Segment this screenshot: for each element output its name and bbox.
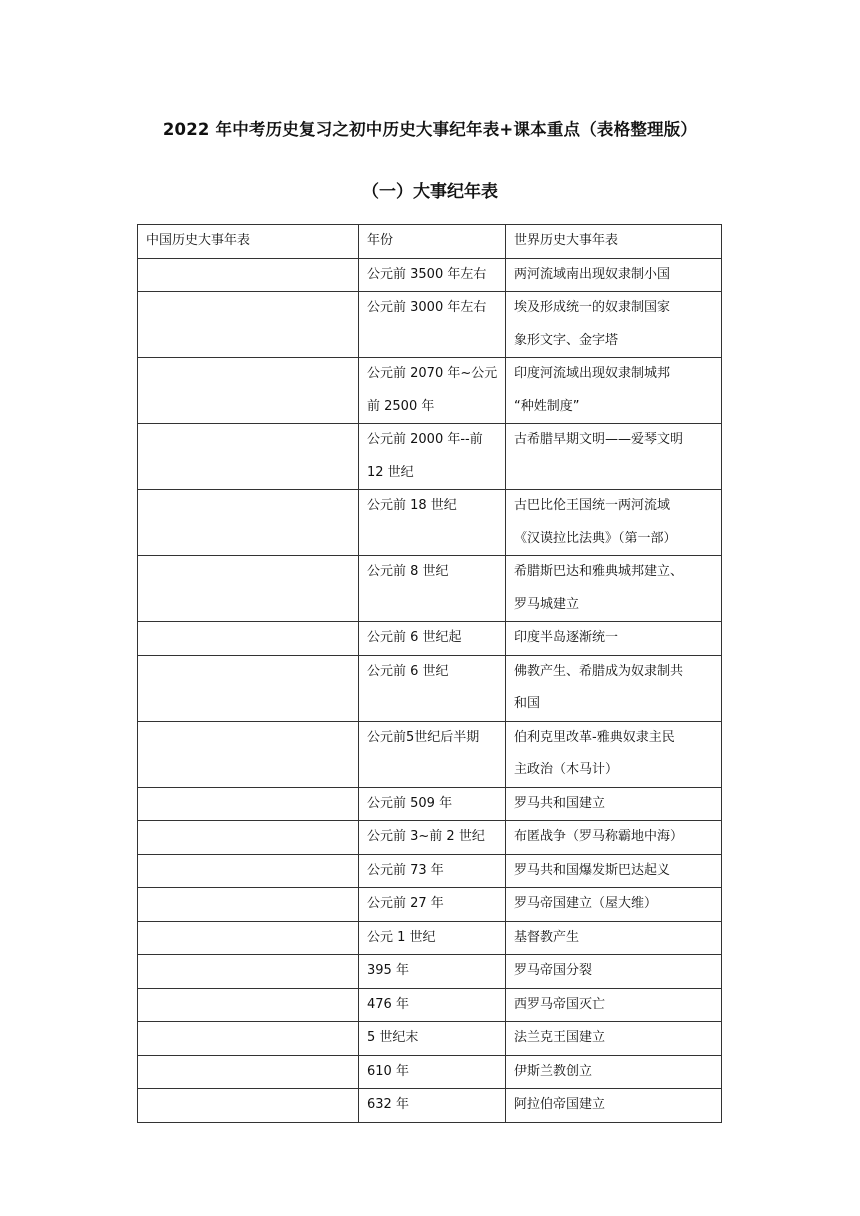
cell-world-event-line: 主政治（木马计） — [514, 762, 619, 777]
cell-world-event-line: 印度半岛逐渐统一 — [514, 630, 619, 645]
cell-year — [359, 821, 506, 855]
cell-year — [359, 258, 506, 292]
table-row — [138, 1022, 722, 1056]
cell-year — [359, 424, 506, 490]
cell-year — [359, 955, 506, 989]
cell-china-event — [138, 358, 359, 424]
cell-world-event — [506, 490, 722, 556]
cell-world-event-line: 法兰克王国建立 — [514, 1030, 606, 1045]
cell-china-event — [138, 556, 359, 622]
cell-world-event-line: 伊斯兰教创立 — [514, 1063, 593, 1079]
cell-year-line: 公元前 509 年 — [367, 795, 453, 811]
cell-year — [359, 1089, 506, 1123]
cell-year-line: 5 世纪末 — [367, 1030, 419, 1045]
table-row — [138, 490, 722, 556]
cell-world-event-line: “种姓制度” — [514, 398, 580, 414]
cell-china-event — [138, 292, 359, 358]
cell-world-event — [506, 721, 722, 787]
cell-world-event-line: 阿拉伯帝国建立 — [514, 1097, 606, 1112]
cell-year-line: 公元前 2000 年--前 — [367, 432, 483, 447]
cell-china-event — [138, 955, 359, 989]
cell-year-line: 476 年 — [367, 996, 409, 1012]
table-row — [138, 1089, 722, 1123]
cell-world-event — [506, 888, 722, 922]
cell-world-event — [506, 655, 722, 721]
cell-world-event-line: 古希腊早期文明——爱琴文明 — [514, 432, 684, 447]
cell-world-event — [506, 424, 722, 490]
cell-china-event — [138, 622, 359, 656]
cell-world-event-line: 古巴比伦王国统一两河流域 — [514, 498, 671, 513]
table-row — [138, 622, 722, 656]
cell-world-event-line: 罗马城建立 — [514, 596, 580, 612]
cell-china-event — [138, 1089, 359, 1123]
cell-china-event — [138, 1055, 359, 1089]
table-row — [138, 292, 722, 358]
cell-world-event — [506, 854, 722, 888]
cell-world-event-line: 两河流域南出现奴隶制小国 — [514, 266, 671, 282]
cell-world-event-line: 伯利克里改革-雅典奴隶主民 — [514, 729, 675, 745]
cell-world-event-line: 基督教产生 — [514, 929, 580, 945]
cell-year — [359, 854, 506, 888]
cell-china-event — [138, 490, 359, 556]
cell-year — [359, 888, 506, 922]
cell-year — [359, 1022, 506, 1056]
cell-world-event-line: 西罗马帝国灭亡 — [514, 996, 606, 1012]
header-china-events: 中国历史大事年表 — [138, 225, 359, 259]
cell-world-event — [506, 821, 722, 855]
cell-year-line: 395 年 — [367, 963, 409, 978]
cell-year — [359, 622, 506, 656]
table-row — [138, 787, 722, 821]
table-row — [138, 655, 722, 721]
cell-year-line: 公元前 27 年 — [367, 896, 444, 911]
cell-world-event-line: 罗马帝国建立（屋大维） — [514, 896, 658, 911]
cell-china-event — [138, 424, 359, 490]
cell-china-event — [138, 988, 359, 1022]
cell-world-event-line: 和国 — [514, 696, 541, 711]
cell-year-line: 公元前5世纪后半期 — [367, 729, 480, 745]
cell-world-event-line: 《汉谟拉比法典》（第一部） — [514, 530, 677, 546]
cell-world-event-line: 罗马共和国建立 — [514, 795, 606, 811]
cell-year-line: 公元前 6 世纪起 — [367, 630, 462, 645]
table-row — [138, 358, 722, 424]
cell-world-event-line: 罗马帝国分裂 — [514, 963, 593, 978]
cell-world-event-line: 布匿战争（罗马称霸地中海） — [514, 829, 684, 844]
cell-world-event — [506, 1089, 722, 1123]
cell-world-event — [506, 622, 722, 656]
cell-china-event — [138, 1022, 359, 1056]
cell-world-event — [506, 1055, 722, 1089]
cell-china-event — [138, 655, 359, 721]
table-row — [138, 556, 722, 622]
cell-world-event — [506, 292, 722, 358]
cell-world-event — [506, 988, 722, 1022]
table-row — [138, 888, 722, 922]
cell-world-event — [506, 258, 722, 292]
cell-year — [359, 721, 506, 787]
cell-year-line: 公元前 3~前 2 世纪 — [367, 829, 485, 844]
cell-china-event — [138, 721, 359, 787]
cell-year — [359, 1055, 506, 1089]
cell-year — [359, 292, 506, 358]
cell-year — [359, 556, 506, 622]
cell-world-event-line: 象形文字、金字塔 — [514, 332, 619, 348]
events-table — [137, 224, 722, 1123]
document-title: 2022 年中考历史复习之初中历史大事纪年表+课本重点（表格整理版） — [162, 120, 698, 139]
cell-world-event — [506, 556, 722, 622]
cell-china-event — [138, 258, 359, 292]
table-row — [138, 258, 722, 292]
table-row — [138, 424, 722, 490]
cell-china-event — [138, 787, 359, 821]
cell-china-event — [138, 888, 359, 922]
cell-world-event-line: 希腊斯巴达和雅典城邦建立、 — [514, 564, 684, 579]
cell-year — [359, 358, 506, 424]
cell-year-line: 公元前 73 年 — [367, 862, 444, 878]
header-year: 年份 — [359, 225, 506, 259]
table-row — [138, 854, 722, 888]
cell-china-event — [138, 821, 359, 855]
table-row — [138, 988, 722, 1022]
cell-world-event — [506, 955, 722, 989]
cell-year — [359, 921, 506, 955]
cell-year-line: 公元前 2070 年~公元 — [367, 366, 498, 381]
cell-year-line: 公元前 6 世纪 — [367, 663, 449, 679]
cell-year-line: 632 年 — [367, 1097, 409, 1112]
header-world-events: 世界历史大事年表 — [506, 225, 722, 259]
section-title: （一）大事纪年表 — [362, 182, 498, 202]
cell-china-event — [138, 854, 359, 888]
table-row — [138, 1055, 722, 1089]
cell-world-event-line: 佛教产生、希腊成为奴隶制共 — [514, 663, 684, 679]
cell-year-line: 公元前 3000 年左右 — [367, 300, 487, 315]
cell-world-event-line: 印度河流域出现奴隶制城邦 — [514, 366, 671, 381]
cell-year — [359, 988, 506, 1022]
cell-year — [359, 490, 506, 556]
cell-year-line: 公元前 3500 年左右 — [367, 266, 487, 282]
cell-year-line: 12 世纪 — [367, 464, 414, 480]
cell-world-event — [506, 1022, 722, 1056]
table-row — [138, 921, 722, 955]
table-row — [138, 955, 722, 989]
table-header-row — [138, 225, 722, 259]
cell-world-event — [506, 358, 722, 424]
cell-world-event-line: 埃及形成统一的奴隶制国家 — [514, 300, 671, 315]
cell-year-line: 公元前 18 世纪 — [367, 498, 457, 513]
table-body — [138, 258, 722, 1122]
cell-world-event-line: 罗马共和国爆发斯巴达起义 — [514, 862, 671, 878]
cell-year — [359, 787, 506, 821]
cell-china-event — [138, 921, 359, 955]
cell-year-line: 前 2500 年 — [367, 398, 435, 414]
table-row — [138, 821, 722, 855]
cell-year-line: 公元前 8 世纪 — [367, 564, 449, 579]
table-row — [138, 721, 722, 787]
cell-world-event — [506, 921, 722, 955]
cell-year — [359, 655, 506, 721]
cell-year-line: 公元 1 世纪 — [367, 929, 436, 945]
cell-world-event — [506, 787, 722, 821]
cell-year-line: 610 年 — [367, 1063, 409, 1079]
